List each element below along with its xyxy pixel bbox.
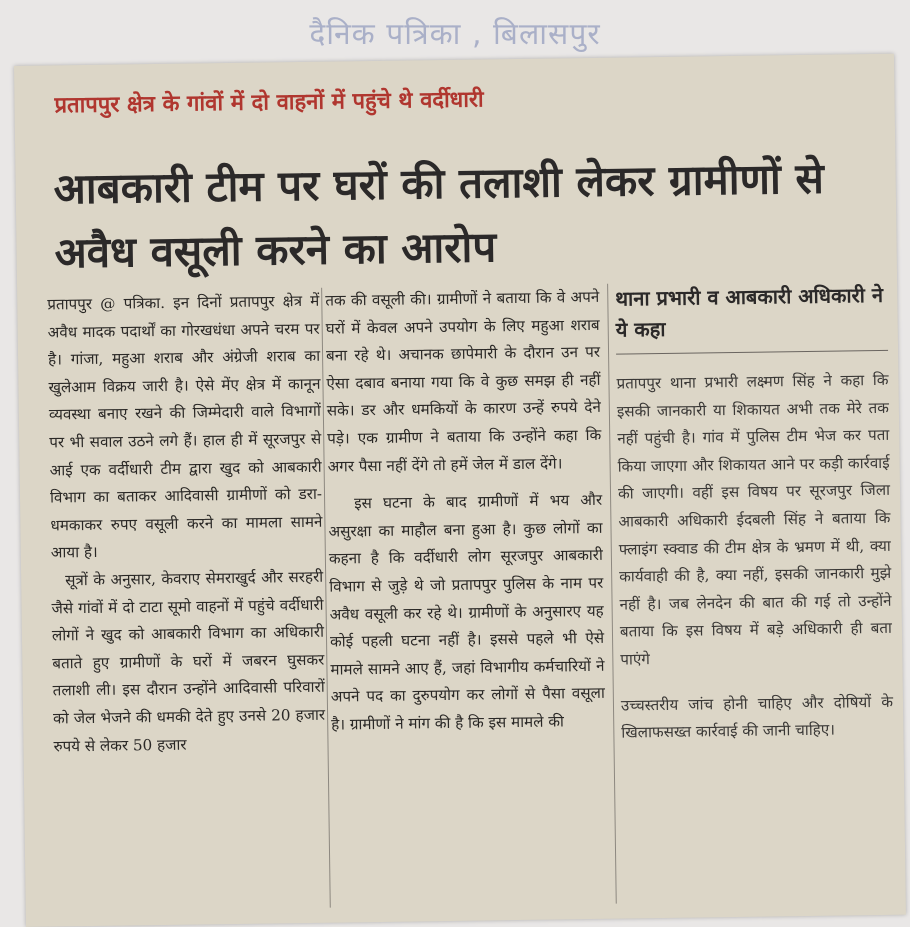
sidebar-paragraph-2: उच्चस्तरीय जांच होनी चाहिए और दोषियों के खिलाफसख्त कार्रवाई की जानी चाहिए।	[620, 692, 894, 742]
sidebar-column	[615, 280, 893, 747]
masthead: दैनिक पत्रिका , बिलासपुर	[309, 17, 601, 52]
column1-paragraph-2: सूत्रों के अनुसार, केवराए सेमराखुर्द और सरहरी जैसे गांवों में दो टाटा सूमो वाहनों में पहुंचे वर्दीधारी लोगों ने खुद को आबकारी विभाग का अधिकारी बताते हुए ग्रामीणों के घरों में जबरन घुसकर तलाशी ली। इस दौरान उन्होंने आदिवासी परिवारों को जेल भेजने की धमकी देते हुए उनसे 20 हजार रुपये से लेकर 50 हजार	[51, 567, 326, 756]
article-column-2	[325, 284, 605, 739]
kicker-headline: प्रतापपुर क्षेत्र के गांवों में दो वाहनों में पहुंचे थे वर्दीधारी	[54, 87, 484, 119]
column1-paragraph-1: प्रतापपुर @ पत्रिका. इन दिनों प्रतापपुर क्षेत्र में अवैध मादक पदार्थों का गोरखधंधा अपने चरम पर है। गांजा, महुआ शराब और अंग्रेजी शराब का खुलेआम विक्रय जारी है। ऐसे मेंए क्षेत्र में कानून व्यवस्था बनाए रखने की जिम्मेदारी वाले विभागों पर भी सवाल उठने लगे हैं। हाल ही में सूरजपुर से आई एक वर्दीधारी टीम द्वारा खुद को आबकारी विभाग का बताकर आदिवासी ग्रामीणों को डरा-धमकाकर रुपए वसूली करने का मामला सामने आया है।	[47, 291, 323, 562]
newspaper-clipping	[14, 54, 906, 927]
column-divider	[607, 284, 617, 904]
column2-paragraph-2: इस घटना के बाद ग्रामीणों में भय और असुरक्षा का माहौल बना हुआ है। कुछ लोगों का कहना है कि वर्दीधारी लोग सूरजपुर आबकारी विभाग से जुड़े थे जो प्रतापपुर पुलिस के नाम पर अवैध वसूली कर रहे थे। ग्रामीणों के अनुसारए यह कोई पहली घटना नहीं है। इससे पहले भी ऐसे मामले सामने आए हैं, जहां विभागीय कर्मचारियों ने अपने पद का दुरुपयोग कर लोगों से पैसा वसूला है। ग्रामीणों ने मांग की है कि इस मामले की	[328, 490, 605, 734]
article-column-1	[47, 288, 326, 761]
main-headline: आबकारी टीम पर घरों की तलाशी लेकर ग्रामीणों से अवैध वसूली करने का आरोप	[53, 153, 825, 278]
sidebar-paragraph-1: प्रतापपुर थाना प्रभारी लक्ष्मण सिंह ने कहा कि इसकी जानकारी या शिकायत अभी तक मेरे तक नहीं पहुंची है। गांव में पुलिस टीम भेज कर पता किया जाएगा और शिकायत आने पर कड़ी कार्रवाई की जाएगी। वहीं इस विषय पर सूरजपुर जिला आबकारी अधिकारी ईदबली सिंह ने बताया कि फ्लाइंग स्क्वाड की टीम क्षेत्र के भ्रमण में थी, क्या कार्यवाही की है, क्या नहीं, इसकी जानकारी मुझे नहीं है। जब लेनदेन की बात की गई तो उन्होंने बताया कि इस विषय में बड़े अधिकारी ही बता पाएंगे	[616, 370, 893, 669]
sidebar-heading: थाना प्रभारी व आबकारी अधिकारी ने ये कहा	[615, 280, 888, 355]
column2-paragraph-1: तक की वसूली की। ग्रामीणों ने बताया कि वे अपने घरों में केवल अपने उपयोग के लिए महुआ शराब बना रहे थे। अचानक छापेमारी के दौरान उन पर ऐसा दबाव बनाया गया कि वे कुछ समझ ही नहीं सके। डर और धमकियों के कारण उन्हें रुपये देने पड़े। एक ग्रामीण ने बताया कि उन्होंने कहा कि अगर पैसा नहीं देंगे तो हमें जेल में डाल देंगे।	[325, 287, 602, 476]
